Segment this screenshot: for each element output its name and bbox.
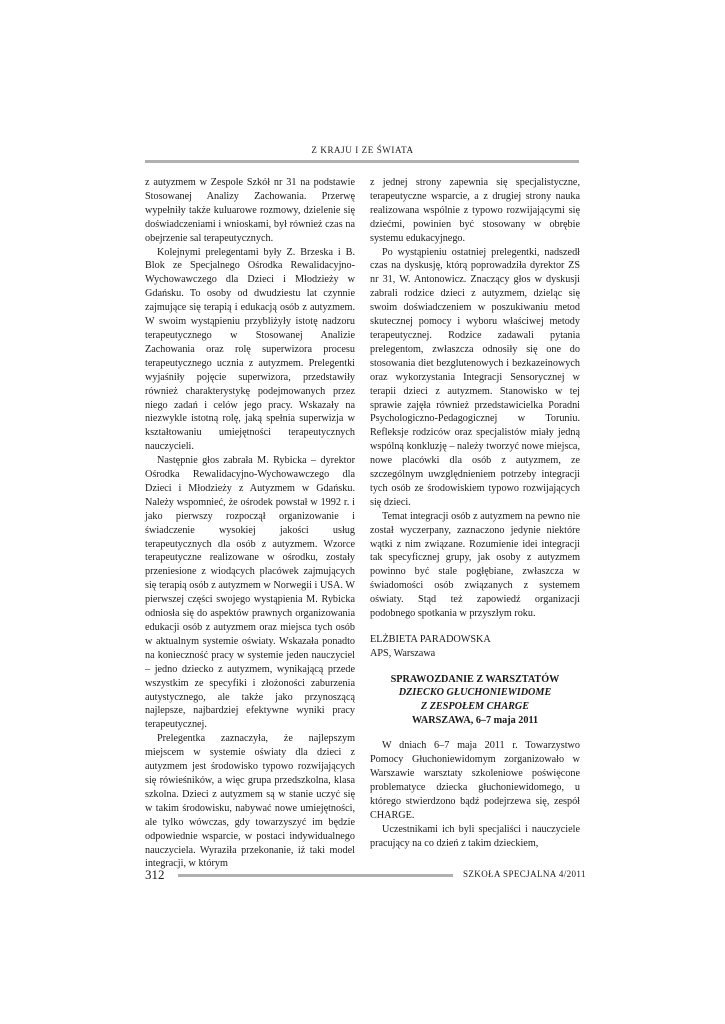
running-header-title: Z KRAJU I ZE ŚWIATA: [311, 145, 414, 155]
paragraph: z jednej strony zapewnia się specjalistyczne, terapeutyczne wsparcie, a z drugiej strony nauka realizowana wspólnie z typowo rozwijającymi się dziećmi, powinien być stosowany w obrębie systemu edukacyjnego.: [370, 177, 580, 244]
author-name: ELŻBIETA PARADOWSKA: [370, 634, 491, 645]
right-column: [370, 176, 580, 850]
report-title-line: SPRAWOZDANIE Z WARSZTATÓW: [390, 673, 560, 685]
report-title-line: DZIECKO GŁUCHONIEWIDOME: [398, 687, 552, 699]
paragraph: Po wystąpieniu ostatniej prelegentki, nadszedł czas na dyskusję, którą poprowadziła dyrektor ZS nr 31, W. Antonowicz. Znaczący głos w dyskusji zabrali rodzice dzieci z autyzmem, dzieląc się swoim doświadczeniem w poszukiwaniu metod skutecznej pomocy i wyboru właściwej metody terapeutycznej. Rodzice zadawali pytania prelegentom, zwłaszcza odnosiły się one do stosowania diet bezglutenowych i bezkazeinowych oraz wykorzystania Integracji Sensorycznej w terapii dzieci z autyzmem. Stanowisko w tej sprawie zajęła również przedstawicielka Poradni Psychologiczno-Pedagogicznej w Toruniu. Refleksje rodziców oraz specjalistów miały jedną wspólną konkluzję – należy tworzyć nowe miejsca, nowe placówki dla osób z autyzmem, ze szczególnym uwzględnieniem potrzeby integracji tych osób ze środowiskiem typowo rozwijających się dzieci.: [370, 246, 580, 508]
author-block: [370, 633, 580, 661]
page-number: 312: [145, 867, 165, 882]
report-title-line: WARSZAWA, 6–7 maja 2011: [411, 714, 539, 726]
left-column: [145, 176, 355, 871]
report-title: [370, 673, 580, 727]
paragraph: Uczestnikami ich byli specjaliści i nauczyciele pracujący na co dzień z takim dzieckiem,: [370, 823, 580, 849]
paragraph: z autyzmem w Zespole Szkół nr 31 na podstawie Stosowanej Analizy Zachowania. Przerwę wypełniły także kuluarowe rozmowy, dzielenie się doświadczeniami i wnioskami, był również czas na obejrzenie sal terapeutycznych.: [145, 177, 355, 244]
author-affiliation: APS, Warszawa: [370, 647, 436, 659]
paragraph: Prelegentka zaznaczyła, że najlepszym miejscem w systemie oświaty dla dzieci z autyzmem jest środowisko typowo rozwijających się rówieśników, a więc grupa przedszkolna, klasa szkolna. Dzieci z autyzmem są w stanie uczyć się w takim środowisku, nabywać nowe umiejętności, ale tylko wówczas, gdy towarzyszyć im będzie odpowiednie wsparcie, w postaci indywidualnego nauczyciela. Wyraziła przekonanie, iż taki model integracji, w którym: [145, 733, 355, 870]
report-title-line: Z ZESPOŁEM CHARGE: [420, 701, 530, 712]
paragraph: Temat integracji osób z autyzmem na pewno nie został wyczerpany, zaznaczono jedynie niektóre wątki z nim związane. Rozumienie idei integracji tak specyficznej grupy, jak osoby z autyzmem powinno być stale pogłębiane, zwłaszcza w świadomości osób związanych z systemem oświaty. Stąd też zapowiedź organizacji podobnego spotkania w przyszłym roku.: [370, 510, 580, 620]
header-rule: [145, 160, 579, 163]
paragraph: Następnie głos zabrała M. Rybicka – dyrektor Ośrodka Rewalidacyjno-Wychowawczego dla Dzieci i Młodzieży z Autyzmem w Gdańsku. Należy wspomnieć, że ośrodek powstał w 1992 r. i jako pierwszy rozpoczął organizowanie i świadczenie wysokiej jakości usług terapeutycznych dla osób z autyzmem. Wzorce terapeutyczne realizowane w ośrodku, zostały przeniesione z wiodących placówek zajmujących się terapią osób z autyzmem w Norwegii i USA. W pierwszej części swojego wystąpienia M. Rybicka odniosła się do aspektów prawnych organizowania edukacji osób z autyzmem oraz miejsca tych osób w aktualnym systemie oświaty. Wskazała ponadto na konieczność pracy w systemie jeden nauczyciel – jedno dziecko z autyzmem, wynikającą przede wszystkim ze specyfiki i złożoności zaburzenia autystycznego, ale także jako przynoszącą najlepsze, najbardziej efektywne wyniki pracy terapeutycznej.: [145, 455, 355, 731]
footer-journal-title: SZKOŁA SPECJALNA 4/2011: [463, 869, 586, 879]
paragraph: Kolejnymi prelegentami były Z. Brzeska i B. Blok ze Specjalnego Ośrodka Rewalidacyjno-Wychowawczego dla Dzieci i Młodzieży w Gdańsku. To osoby od dwudziestu lat czynnie zajmujące się terapią i edukacją osób z autyzmem. W swoim wystąpieniu przybliżyły istotę nadzoru terapeutycznego w Stosowanej Analizie Zachowania oraz rolę superwizora procesu terapeutycznego ucznia z autyzmem. Prelegentki wyjaśniły pojęcie superwizora, przedstawiły również charakterystykę podejmowanych przez niego zadań i celów jego pracy. Wskazały na niezwykle istotną rolę, jaką spełnia superwizja w kształtowaniu umiejętności terapeutycznych nauczycieli.: [145, 246, 355, 453]
footer-rule: [178, 874, 453, 877]
paragraph: W dniach 6–7 maja 2011 r. Towarzystwo Pomocy Głuchoniewidomym zorganizowało w Warszawie warsztaty szkoleniowe poświęcone problematyce dziecka głuchoniewidomego, u którego stwierdzono bądź podejrzewa się, zespół CHARGE.: [370, 740, 580, 821]
